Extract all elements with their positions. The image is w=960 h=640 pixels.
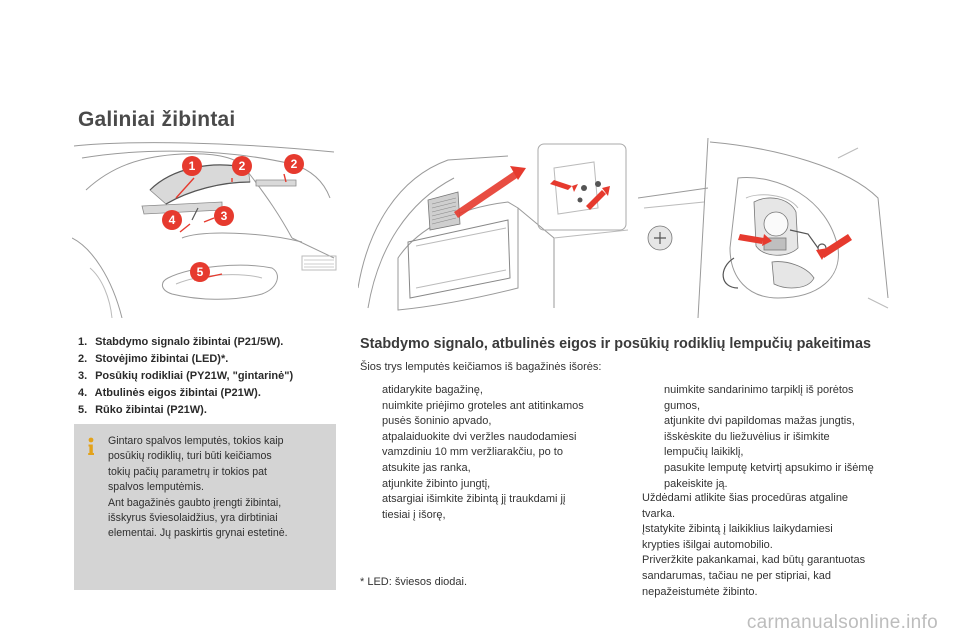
step-item: atpalaiduokite dvi veržles naudodamiesi vamzdiniu 10 mm veržliarakčiu, po to atsukite jas ranka, <box>382 430 577 474</box>
callout-4 <box>162 210 182 230</box>
closing-text: Uždėdami atlikite šias procedūras atgaline tvarka. Įstatykite žibintą į laikiklius laikydamiesi krypties išilgai automobilio. Priveržkite pakankamai, kad būtų garantuotas sandarumas, tačiau ne per stipriai, kad nepažeistumėte žibinto. <box>642 492 866 598</box>
svg-text:2: 2 <box>290 157 298 171</box>
lamp-holder-drawing <box>638 138 900 318</box>
callout-1 <box>182 156 202 176</box>
step-item: atjunkite žibinto jungtį, <box>382 477 491 490</box>
callout-2b <box>284 154 304 174</box>
trunk-access-illustration <box>358 138 630 318</box>
info-icon <box>82 436 100 458</box>
step-item: atidarykite bagažinę, <box>382 384 483 396</box>
svg-text:2: 2 <box>238 159 246 173</box>
list-item: 2. Stovėjimo žibintai (LED)*. <box>78 353 229 365</box>
section-heading: Stabdymo signalo, atbulinės eigos ir posūkių rodiklių lempučių pakeitimas <box>360 336 871 352</box>
step-item: nuimkite sandarinimo tarpiklį iš porėtos gumos, <box>664 384 854 412</box>
lamp-list <box>78 334 348 419</box>
steps-left-list <box>360 383 630 523</box>
step-item: nuimkite priėjimo groteles ant atitinkamos pusės šoninio apvado, <box>382 399 584 428</box>
callout-5 <box>190 262 210 282</box>
watermark: carmanualsonline.info <box>746 612 938 633</box>
svg-text:4: 4 <box>168 213 176 227</box>
list-item: 5. Rūko žibintai (P21W). <box>78 404 207 416</box>
list-item: 3. Posūkių rodikliai (PY21W, "gintarinė") <box>78 370 294 382</box>
list-item: 1. Stabdymo signalo žibintai (P21/5W). <box>78 336 284 348</box>
step-item: atjunkite dvi papildomas mažas jungtis, <box>664 415 855 428</box>
callout-2a <box>232 156 252 176</box>
trunk-drawing <box>358 138 630 318</box>
info-text: Gintaro spalvos lemputės, tokios kaip posūkių rodiklių, turi būti keičiamos tokių pačių parametrų ir tokios pat spalvos lemputėmis. Ant bagažinės gaubto įrengti žibintai, išskyrus šviesolaidžius, yra dirbtiniai elementai. Jų paskirtis grynai estetinė. <box>108 435 288 540</box>
svg-text:1: 1 <box>188 159 196 173</box>
lamp-holder-illustration <box>638 138 900 318</box>
info-box <box>74 424 336 590</box>
callout-3 <box>214 206 234 226</box>
step-item: atsargiai išimkite žibintą jį traukdami jį tiesiai į išorę, <box>382 493 566 521</box>
svg-text:5: 5 <box>196 265 204 279</box>
svg-text:3: 3 <box>220 209 228 223</box>
step-item: išskėskite du liežuvėlius ir išimkite lempučių laikiklį, <box>664 430 830 459</box>
rear-lights-illustration <box>72 138 340 318</box>
steps-right-list <box>642 383 904 492</box>
section-intro: Šios trys lemputės keičiamos iš bagažinės išorės: <box>360 361 602 373</box>
step-item: pasukite lemputę ketvirtį apsukimo ir išėmę pakeiskite ją. <box>664 461 874 490</box>
rear-lights-drawing <box>72 138 340 318</box>
footnote: * LED: šviesos diodai. <box>360 576 467 588</box>
page-title: Galiniai žibintai <box>78 108 236 131</box>
list-item: 4. Atbulinės eigos žibintai (P21W). <box>78 387 261 399</box>
